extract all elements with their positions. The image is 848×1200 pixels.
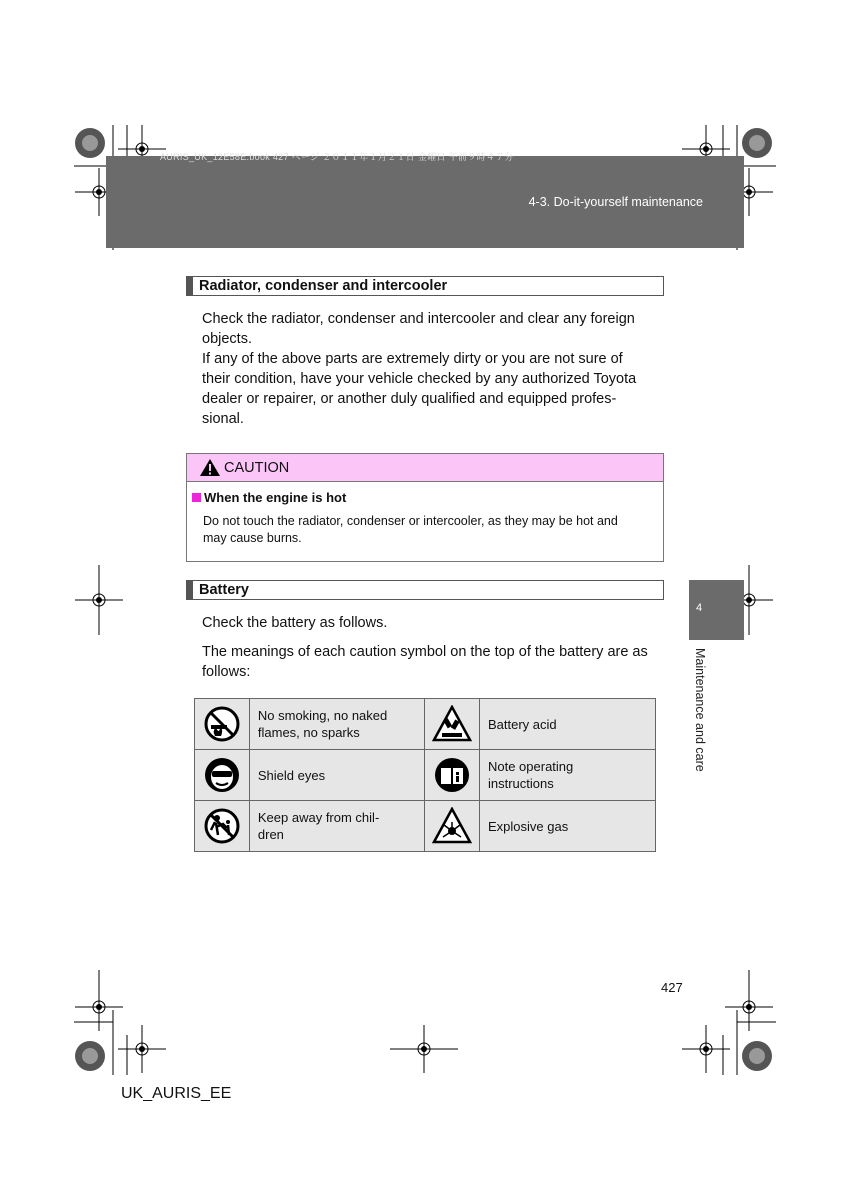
- text-line: follows:: [202, 664, 251, 680]
- caution-text: [203, 513, 658, 547]
- text-line: their condition, have your vehicle checked by any authorized Toyota: [202, 371, 637, 387]
- text-line: Keep away from chil-: [257, 810, 380, 825]
- text-line: No smoking, no naked: [257, 708, 388, 723]
- radiator-paragraph: [202, 309, 660, 429]
- text-line: Do not touch the radiator, condenser or intercooler, as they may be hot and: [203, 514, 618, 528]
- text-line: instructions: [487, 776, 554, 791]
- battery-acid-icon: [432, 705, 472, 743]
- shield-eyes-icon: [203, 756, 241, 794]
- caution-subheading: [192, 490, 346, 505]
- caution-title: CAUTION: [224, 459, 290, 476]
- symbol-cell: [195, 699, 250, 750]
- caution-box: [186, 453, 664, 562]
- bullet-square-icon: [192, 493, 201, 502]
- operating-instructions-icon: [433, 756, 471, 794]
- text-line: Battery acid: [487, 716, 557, 732]
- text-line: dealer or repairer, or another duly qualified and equipped profes-: [202, 391, 617, 407]
- text-line: dren: [257, 827, 284, 842]
- section-title: 4-3. Do-it-yourself maintenance: [528, 195, 703, 209]
- book-reference: AURIS_UK_12E58E.book 427 ページ ２０１１年１月２１日 金曜日 午前９時４７分: [160, 152, 514, 162]
- warning-triangle-icon: [199, 458, 221, 477]
- symbol-label: [249, 750, 424, 801]
- explosive-gas-icon: [432, 807, 472, 845]
- keep-away-children-icon: [203, 807, 241, 845]
- radiator-heading: Radiator, condenser and intercooler: [186, 276, 664, 296]
- symbol-cell: [195, 801, 250, 852]
- caution-subheading-text: When the engine is hot: [204, 490, 347, 505]
- footer-code: UK_AURIS_EE: [121, 1085, 232, 1102]
- text-line: Check the radiator, condenser and intercooler and clear any foreign: [202, 311, 635, 327]
- battery-heading: Battery: [186, 580, 664, 600]
- battery-intro: Check the battery as follows.: [202, 615, 388, 631]
- page-number: 427: [661, 980, 683, 995]
- symbol-cell: [195, 750, 250, 801]
- text-line: objects.: [202, 331, 252, 347]
- text-line: If any of the above parts are extremely dirty or you are not sure of: [202, 351, 623, 367]
- text-line: Shield eyes: [257, 767, 326, 783]
- chapter-label: Maintenance and care: [693, 648, 707, 772]
- symbol-label: [479, 801, 655, 852]
- table-row: [195, 801, 656, 852]
- text-line: Explosive gas: [487, 818, 569, 834]
- symbol-cell: [424, 699, 479, 750]
- chapter-number: 4: [696, 602, 703, 614]
- table-row: [195, 699, 656, 750]
- text-line: flames, no sparks: [257, 725, 360, 740]
- text-line: sional.: [202, 411, 244, 427]
- battery-symbols-table: [194, 698, 656, 852]
- symbol-label: [249, 699, 424, 750]
- symbol-label: [479, 699, 655, 750]
- no-smoking-icon: [203, 705, 241, 743]
- text-line: may cause burns.: [203, 531, 302, 545]
- battery-meaning-text: [202, 642, 660, 682]
- text-line: The meanings of each caution symbol on the top of the battery are as: [202, 644, 648, 660]
- symbol-cell: [424, 801, 479, 852]
- symbol-label: [479, 750, 655, 801]
- symbol-cell: [424, 750, 479, 801]
- caution-header: [187, 454, 663, 482]
- symbol-label: [249, 801, 424, 852]
- table-row: [195, 750, 656, 801]
- text-line: Note operating: [487, 759, 574, 774]
